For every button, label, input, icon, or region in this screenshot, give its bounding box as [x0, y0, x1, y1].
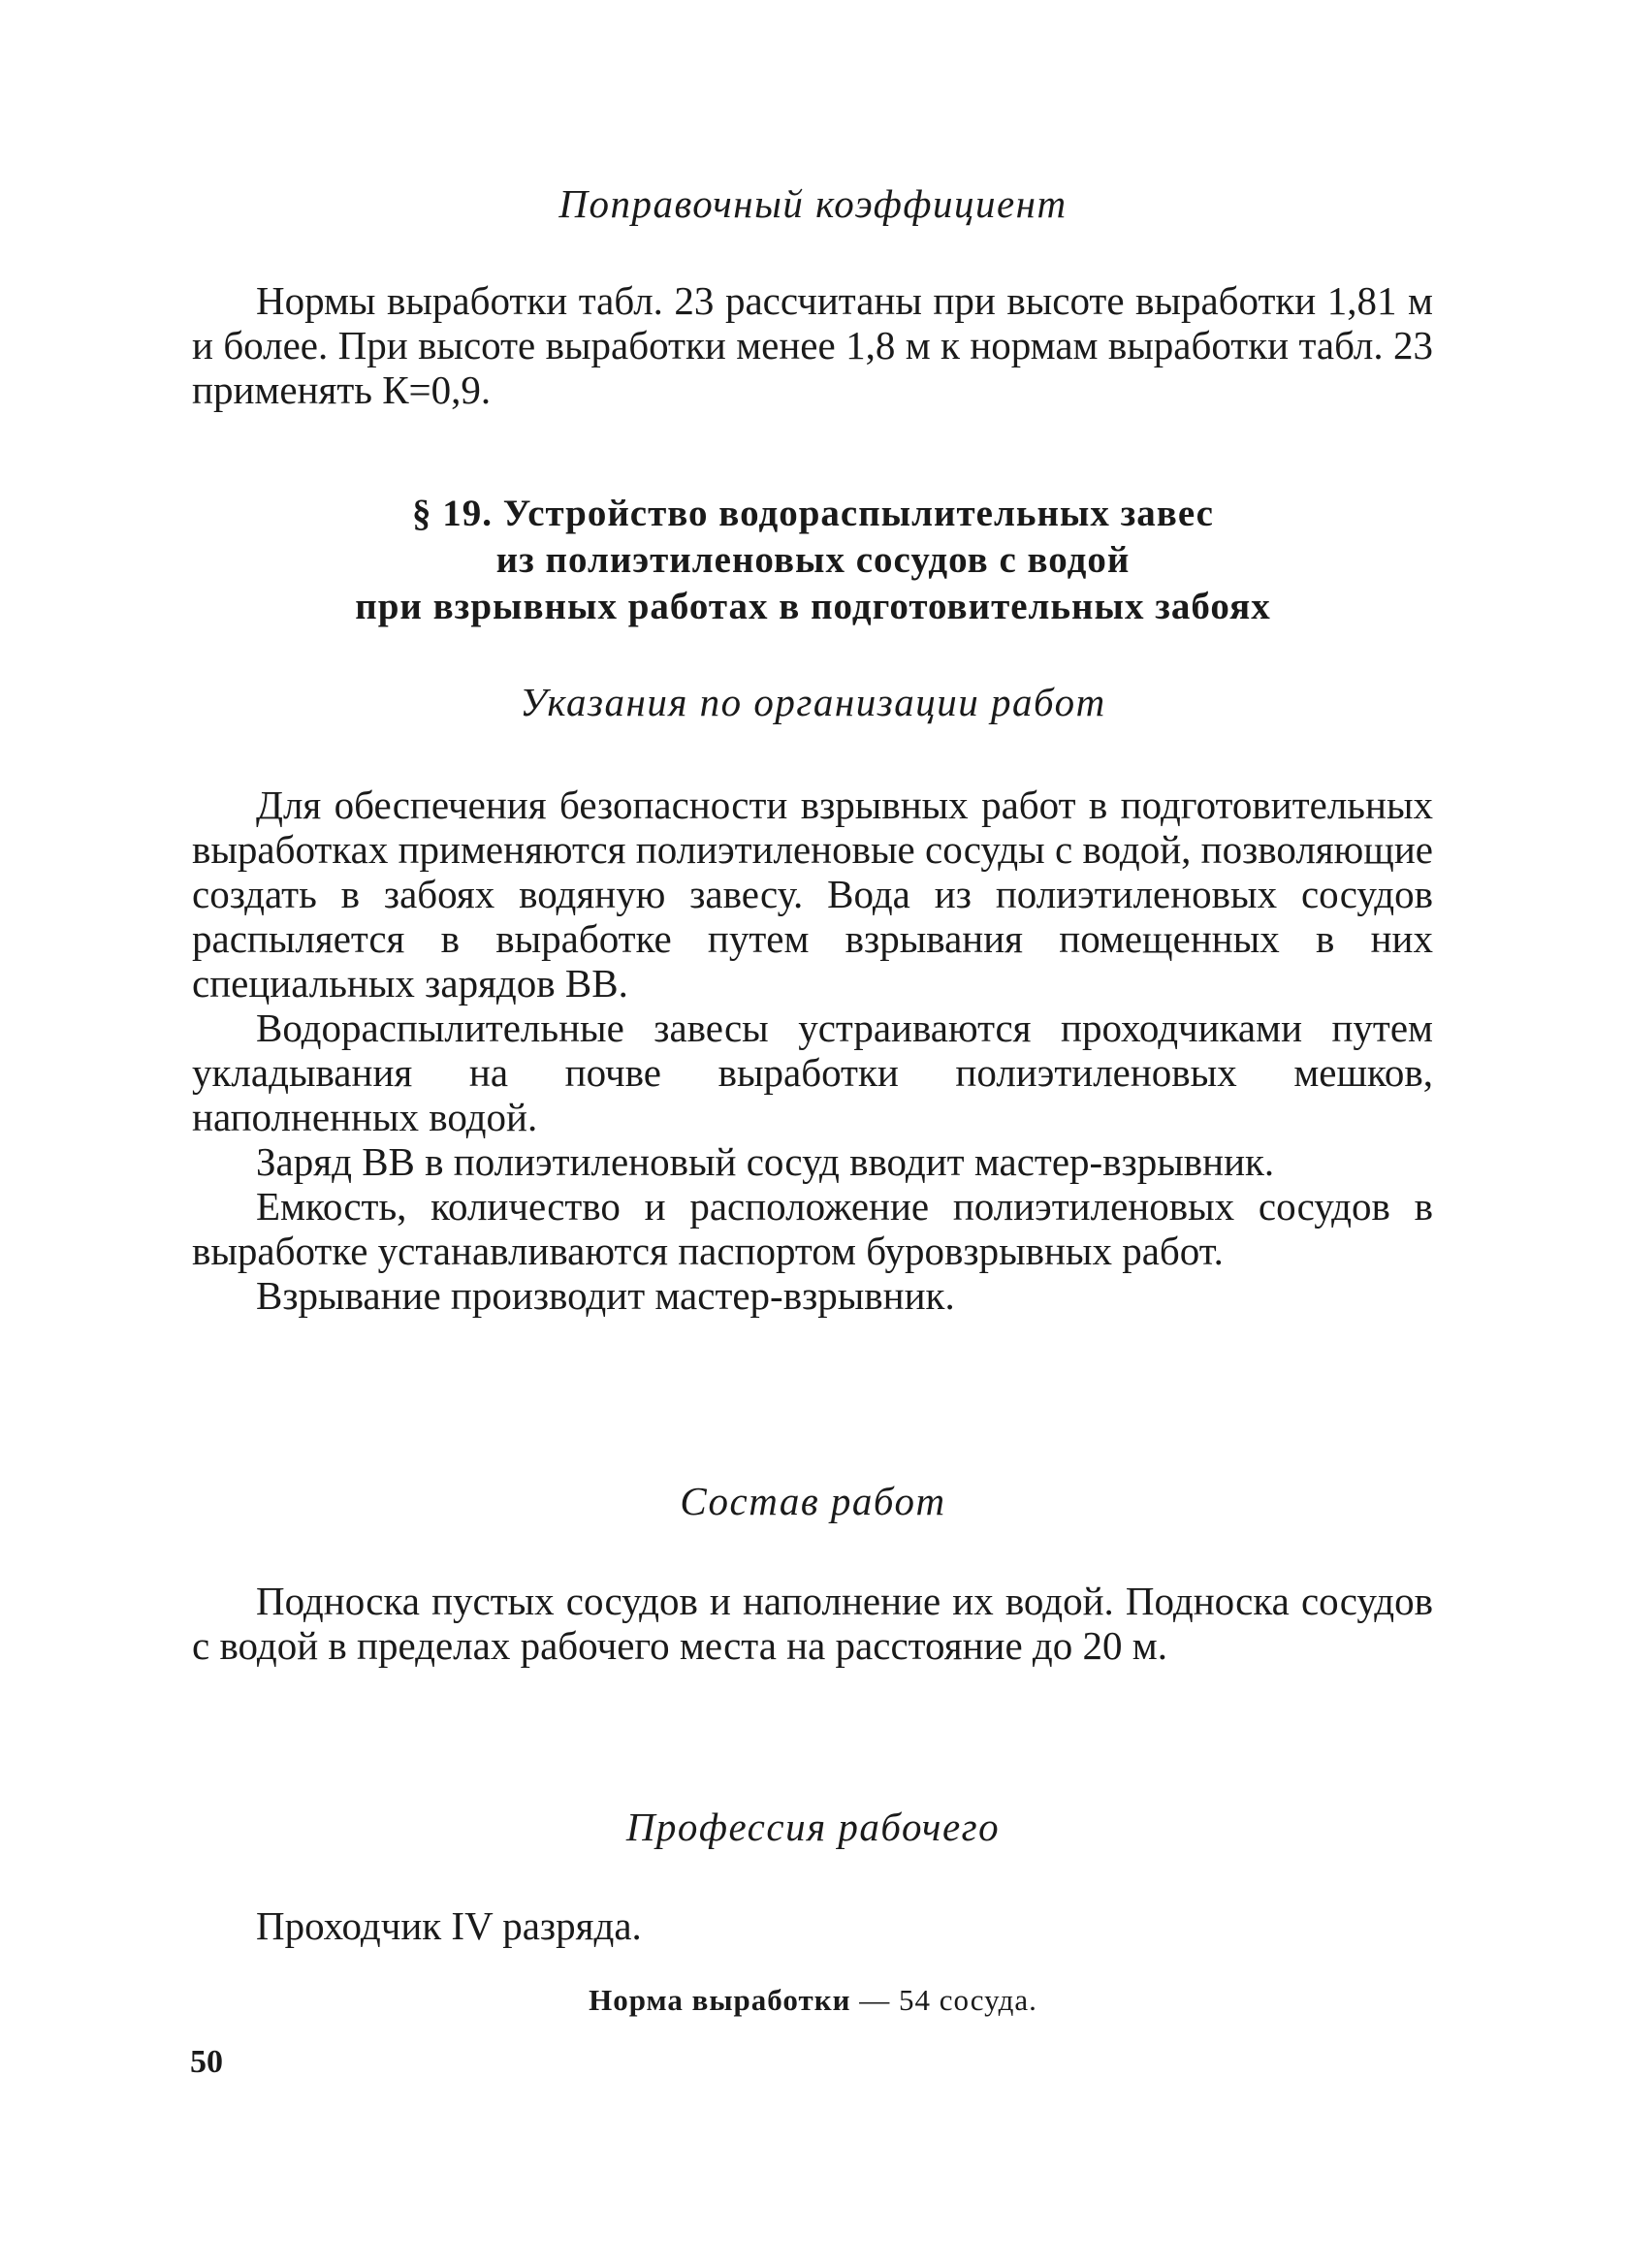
- production-norm: [0, 1983, 1626, 2018]
- paragraph-instruction-4: Емкость, количество и расположение полиэтиленовых сосудов в выработке устанавливаются паспортом буровзрывных работ.: [192, 1184, 1433, 1273]
- paragraph-instruction-1: Для обеспечения безопасности взрывных работ в подготовительных выработках применяются полиэтиленовые сосуды с водой, позволяющие создать в забоях водяную завесу. Вода из полиэтиленовых сосудов распыляется в выработке путем взрывания помещенных в них специальных зарядов ВВ.: [192, 783, 1433, 1006]
- norm-value: — 54 сосуда.: [859, 1983, 1037, 2017]
- heading-work-composition: Состав работ: [680, 1479, 946, 1523]
- paragraph-correction: Нормы выработки табл. 23 рассчитаны при высоте выработки 1,81 м и более. При высоте выработки менее 1,8 м к нормам выработки табл. 23 применять К=0,9.: [192, 278, 1433, 412]
- heading-correction-factor: Поправочный коэффициент: [558, 181, 1068, 226]
- page-number: 50: [190, 2044, 223, 2080]
- correction-block: [192, 278, 1433, 412]
- norm-label: Норма выработки: [589, 1983, 851, 2017]
- paragraph-instruction-2: Водораспылительные завесы устраиваются проходчиками путем укладывания на почве выработки полиэтиленовых мешков, наполненных водой.: [192, 1006, 1433, 1139]
- paragraph-instruction-3: Заряд ВВ в полиэтиленовый сосуд вводит мастер-взрывник.: [256, 1139, 1275, 1184]
- heading-worker-profession: Профессия рабочего: [625, 1805, 1001, 1849]
- profession-block: [192, 1903, 1433, 1948]
- section-title-line-3: при взрывных работах в подготовительных забоях: [355, 586, 1271, 627]
- paragraph-composition: Подноска пустых сосудов и наполнение их водой. Подноска сосудов с водой в пределах рабочего места на расстояние до 20 м.: [192, 1579, 1433, 1668]
- heading-work-instructions: Указания по организации работ: [520, 680, 1106, 724]
- section-title-line-2: из полиэтиленовых сосудов с водой: [495, 539, 1131, 581]
- paragraph-profession: Проходчик IV разряда.: [256, 1903, 642, 1948]
- composition-block: [192, 1579, 1433, 1668]
- instructions-block: [192, 783, 1433, 1318]
- section-title: [0, 491, 1626, 630]
- paragraph-instruction-5: Взрывание производит мастер-взрывник.: [256, 1273, 955, 1318]
- section-title-line-1: § 19. Устройство водораспылительных завес: [412, 493, 1214, 534]
